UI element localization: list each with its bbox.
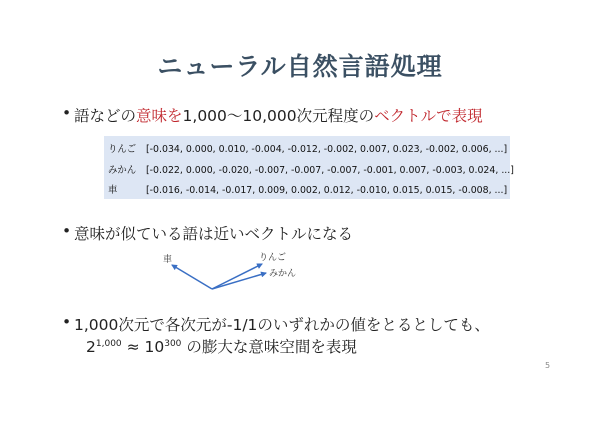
- diagram-label-car: 車: [163, 255, 173, 265]
- diagram-label-apple: りんご: [259, 253, 287, 263]
- power-base-2: 2: [86, 338, 96, 356]
- vector-values: [-0.022, 0.000, -0.020, -0.007, -0.007, -0.007, -0.001, 0.007, -0.003, 0.024, ...]: [146, 165, 514, 176]
- vector-word: りんご: [108, 144, 137, 155]
- bullet-dot: •: [62, 104, 72, 122]
- bullet1-highlight-vector: ベクトルで表現: [374, 107, 483, 125]
- arrow-car: [172, 265, 212, 289]
- bullet1-text-pre: 語などの: [74, 107, 137, 125]
- vector-word: みかん: [108, 165, 137, 176]
- bullet3-line1: 1,000次元で各次元が-1/1のいずれかの値をとるとしても、: [74, 316, 490, 334]
- bullet3-line2-rest: の膨大な意味空間を表現: [181, 338, 357, 356]
- bullet1-text-mid: 1,000〜10,000次元程度の: [182, 107, 375, 125]
- power-base-10: 10: [144, 338, 165, 356]
- bullet-meaning-space: [62, 313, 490, 335]
- page-number: 5: [545, 361, 551, 370]
- bullet3-line2: [86, 335, 357, 357]
- power-exponent-300: 300: [164, 339, 182, 349]
- bullet2-text: 意味が似ている語は近いベクトルになる: [74, 225, 354, 243]
- slide-title: ニューラル自然言語処理: [157, 52, 443, 81]
- diagram-label-orange: みかん: [269, 269, 297, 279]
- approx-symbol: ≈: [121, 338, 145, 356]
- vector-word: 車: [108, 185, 118, 196]
- vector-values: [-0.034, 0.000, 0.010, -0.004, -0.012, -0.002, 0.007, 0.023, -0.002, 0.006, ...]: [146, 144, 508, 155]
- bullet1-highlight-meaning: 意味を: [136, 107, 183, 125]
- power-exponent-1000: 1,000: [95, 339, 122, 349]
- vector-values: [-0.016, -0.014, -0.017, 0.009, 0.002, 0.012, -0.010, 0.015, 0.015, -0.008, ...]: [146, 185, 508, 196]
- bullet-dot: •: [62, 313, 72, 331]
- bullet-dot: •: [62, 222, 72, 240]
